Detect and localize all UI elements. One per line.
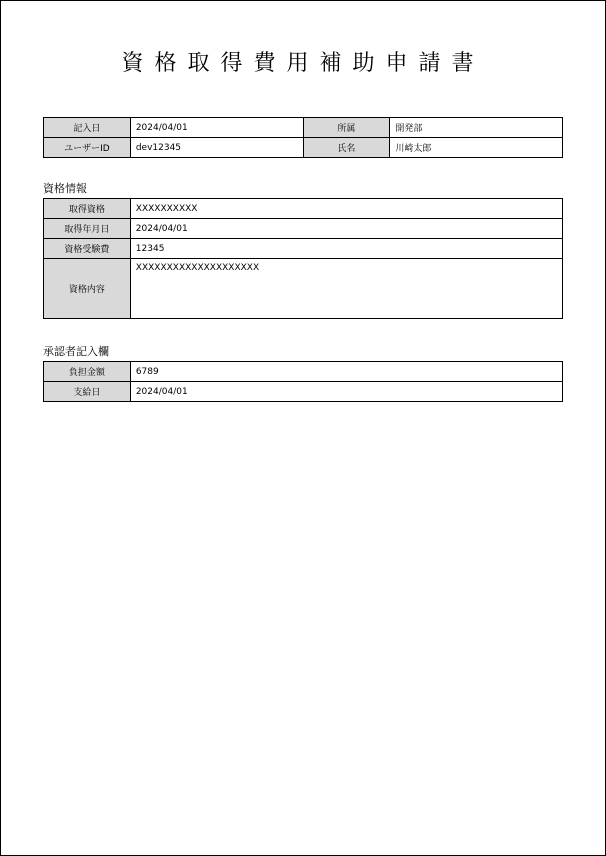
applicant-info-table	[43, 117, 563, 158]
qualification-table	[43, 198, 563, 319]
exam-fee-label: 資格受験費	[44, 239, 131, 259]
exam-fee-value[interactable]: 12345	[130, 239, 562, 259]
acquired-qualification-value[interactable]: XXXXXXXXXX	[130, 199, 562, 219]
name-label: 氏名	[303, 138, 390, 158]
acquired-date-value[interactable]: 2024/04/01	[130, 219, 562, 239]
department-label: 所属	[303, 118, 390, 138]
table-row	[44, 259, 563, 319]
table-row	[44, 199, 563, 219]
table-row	[44, 219, 563, 239]
approver-section-title: 承認者記入欄	[43, 345, 109, 358]
table-row	[44, 382, 563, 402]
content-label: 資格内容	[44, 259, 131, 319]
approver-table	[43, 361, 563, 402]
burden-amount-value[interactable]: 6789	[130, 362, 562, 382]
table-row	[44, 138, 563, 158]
burden-amount-label: 負担金額	[44, 362, 131, 382]
acquired-date-label: 取得年月日	[44, 219, 131, 239]
document-title: 資格取得費用補助申請書	[121, 51, 485, 76]
entry-date-value[interactable]: 2024/04/01	[130, 118, 303, 138]
table-row	[44, 362, 563, 382]
table-row	[44, 118, 563, 138]
payment-date-value[interactable]: 2024/04/01	[130, 382, 562, 402]
content-value[interactable]: XXXXXXXXXXXXXXXXXXXX	[130, 259, 562, 319]
user-id-label: ユーザーID	[44, 138, 131, 158]
department-value[interactable]: 開発部	[390, 118, 563, 138]
acquired-qualification-label: 取得資格	[44, 199, 131, 219]
payment-date-label: 支給日	[44, 382, 131, 402]
qualification-section-title: 資格情報	[43, 182, 87, 195]
table-row	[44, 239, 563, 259]
user-id-value[interactable]: dev12345	[130, 138, 303, 158]
name-value[interactable]: 川崎太郎	[390, 138, 563, 158]
entry-date-label: 記入日	[44, 118, 131, 138]
